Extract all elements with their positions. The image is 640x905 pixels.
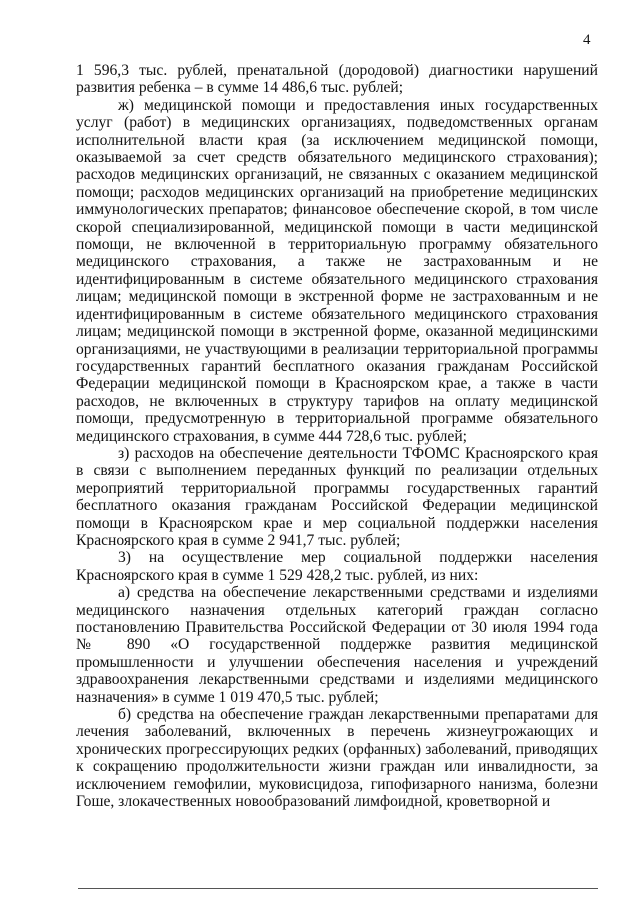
document-body [76, 62, 598, 810]
paragraph-item-3: 3) на осуществление мер социальной поддержки населения Красноярского края в сумме 1 529 428,2 тыс. рублей, из них: [76, 549, 598, 584]
footer-rule [78, 888, 598, 889]
paragraph-continuation: 1 596,3 тыс. рублей, пренатальной (дородовой) диагностики нарушений развития ребенка – в сумме 14 486,6 тыс. рублей; [76, 62, 598, 97]
paragraph-item-b: б) средства на обеспечение граждан лекарственными препаратами для лечения заболеваний, включенных в перечень жизнеугрожающих и хронических прогрессирующих редких (орфанных) заболеваний, приводящих к сокращению продолжительности жизни граждан или инвалидности, за исключением гемофилии, муковисцидоза, гипофизарного нанизма, болезни Гоше, злокачественных новообразований лимфоидной, кроветворной и [76, 706, 598, 811]
paragraph-item-zh: ж) медицинской помощи и предоставления иных государственных услуг (работ) в медицинских организациях, подведомственных органам исполнительной власти края (за исключением медицинской помощи, оказываемой за счет средств обязательного медицинского страхования); расходов медицинских организаций, не связанных с оказанием медицинской помощи; расходов медицинских организаций на приобретение медицинских иммунологических препаратов; финансовое обеспечение скорой, в том числе скорой специализированной, медицинской помощи в части медицинской помощи, не включенной в территориальную программу обязательного медицинского страхования, а также не застрахованным и не идентифицированным в системе обязательного медицинского страхования лицам; медицинской помощи в экстренной форме не застрахованным и не идентифицированным в системе обязательного медицинского страхования лицам; медицинской помощи в экстренной форме, оказанной медицинскими организациями, не участвующими в реализации территориальной программы государственных гарантий бесплатного оказания гражданам Российской Федерации медицинской помощи в Красноярском крае, а также в части расходов, не включенных в структуру тарифов на оплату медицинской помощи, предусмотренную в территориальной программе обязательного медицинского страхования, в сумме 444 728,6 тыс. рублей; [76, 96, 598, 445]
page-number: 4 [583, 32, 591, 48]
paragraph-item-a: а) средства на обеспечение лекарственными средствами и изделиями медицинского назначения отдельных категорий граждан согласно постановлению Правительства Российской Федерации от 30 июля 1994 года № 890 «О государственной поддержке развития медицинской промышленности и улучшении обеспечения населения и учреждений здравоохранения лекарственными средствами и изделиями медицинского назначения» в сумме 1 019 470,5 тыс. рублей; [76, 584, 598, 706]
paragraph-item-z: з) расходов на обеспечение деятельности ТФОМС Красноярского края в связи с выполнением переданных функций по реализации отдельных мероприятий территориальной программы государственных гарантий бесплатного оказания гражданам Российской Федерации медицинской помощи в Красноярском крае и мер социальной поддержки населения Красноярского края в сумме 2 941,7 тыс. рублей; [76, 444, 598, 549]
